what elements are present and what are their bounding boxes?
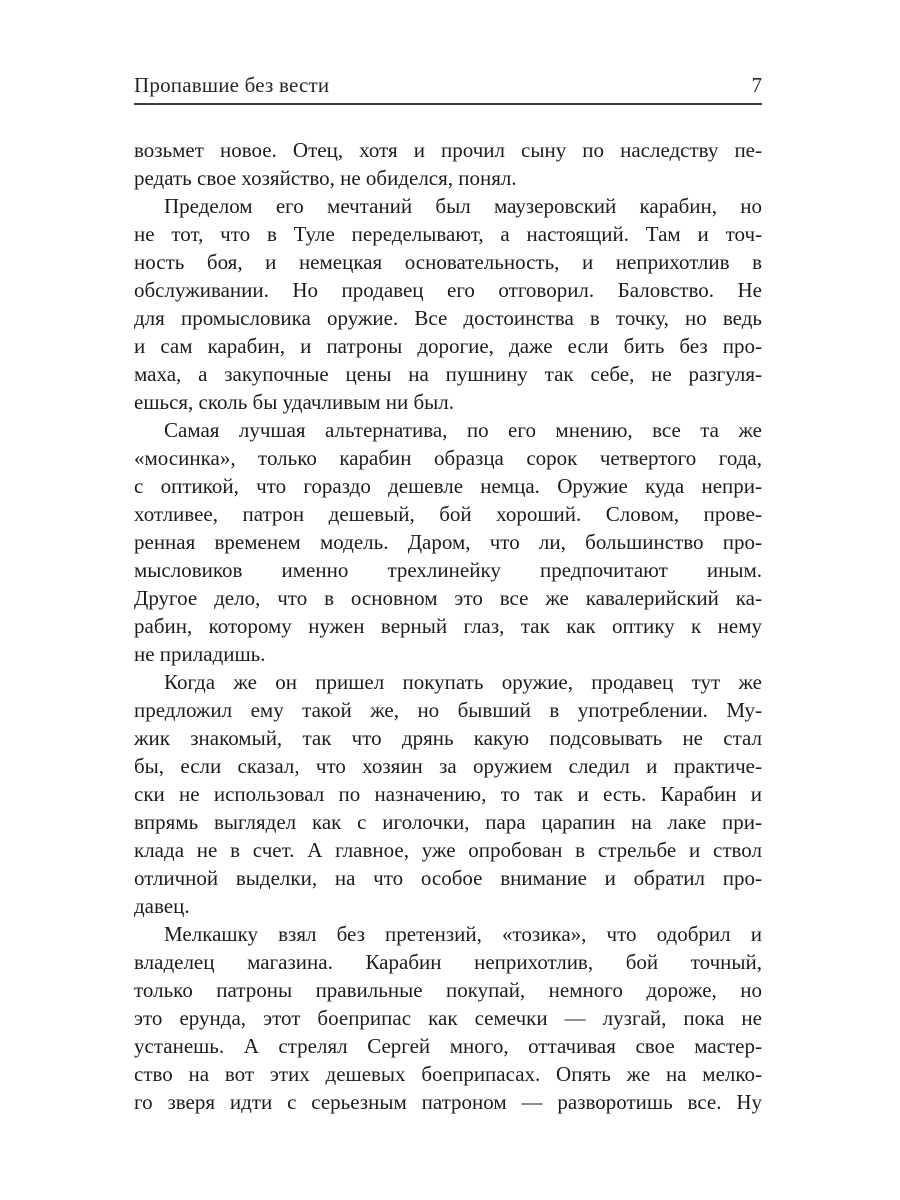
page-body <box>134 136 762 1116</box>
text-line: Пределом его мечтаний был маузеровский карабин, но <box>164 194 762 218</box>
text-line: с оптикой, что гораздо дешевле немца. Оружие куда непри- <box>134 474 762 498</box>
text-line: редать свое хозяйство, не обиделся, понял. <box>134 166 517 190</box>
text-line: не приладишь. <box>134 642 266 666</box>
text-line: Другое дело, что в основном это все же кавалерийский ка- <box>134 586 762 610</box>
text-line: клада не в счет. А главное, уже опробован в стрельбе и ствол <box>134 838 762 862</box>
header-rule <box>134 103 762 105</box>
text-line: возьмет новое. Отец, хотя и прочил сыну по наследству пе- <box>134 138 762 162</box>
text-line: впрямь выглядел как с иголочки, пара царапин на лаке при- <box>134 810 762 834</box>
paragraph <box>134 192 762 416</box>
text-line: маха, а закупочные цены на пушнину так себе, не разгуля- <box>134 362 762 386</box>
text-line: не тот, что в Туле переделывают, а настоящий. Там и точ- <box>134 222 762 246</box>
text-line: и сам карабин, и патроны дорогие, даже если бить без про- <box>134 334 762 358</box>
paragraph <box>134 136 762 192</box>
text-line: хотливее, патрон дешевый, бой хороший. Словом, прове- <box>134 502 762 526</box>
page-number: 7 <box>751 73 762 97</box>
text-line: владелец магазина. Карабин неприхотлив, бой точный, <box>134 950 762 974</box>
text-line: Мелкашку взял без претензий, «тозика», что одобрил и <box>164 922 762 946</box>
text-line: для промысловика оружие. Все достоинства в точку, но ведь <box>134 306 762 330</box>
text-line: Когда же он пришел покупать оружие, продавец тут же <box>164 670 762 694</box>
paragraph <box>134 416 762 668</box>
text-line: отличной выделки, на что особое внимание и обратил про- <box>134 866 762 890</box>
text-line: только патроны правильные покупай, немного дороже, но <box>134 978 762 1002</box>
text-line: ность боя, и немецкая основательность, и неприхотлив в <box>134 250 762 274</box>
page-content <box>134 0 762 1116</box>
text-line: Самая лучшая альтернатива, по его мнению, все та же <box>164 418 762 442</box>
text-line: ски не использовал по назначению, то так и есть. Карабин и <box>134 782 762 806</box>
text-line: ренная временем модель. Даром, что ли, большинство про- <box>134 530 762 554</box>
text-line: это ерунда, этот боеприпас как семечки — лузгай, пока не <box>134 1006 762 1030</box>
text-line: давец. <box>134 894 190 918</box>
text-line: жик знакомый, так что дрянь какую подсовывать не стал <box>134 726 762 750</box>
running-head-title: Пропавшие без вести <box>134 73 330 97</box>
text-line: устанешь. А стрелял Сергей много, оттачивая свое мастер- <box>134 1034 762 1058</box>
text-line: «мосинка», только карабин образца сорок четвертого года, <box>134 446 762 470</box>
text-line: ешься, сколь бы удачливым ни был. <box>134 390 455 414</box>
text-line: рабин, которому нужен верный глаз, так как оптику к нему <box>134 614 762 638</box>
text-line: го зверя идти с серьезным патроном — разворотишь все. Ну <box>134 1090 762 1114</box>
text-line: предложил ему такой же, но бывший в употреблении. Му- <box>134 698 762 722</box>
text-line: бы, если сказал, что хозяин за оружием следил и практиче- <box>134 754 762 778</box>
paragraph <box>134 668 762 920</box>
paragraph <box>134 920 762 1116</box>
text-line: мысловиков именно трехлинейку предпочитают иным. <box>134 558 762 582</box>
running-head <box>134 72 762 98</box>
text-line: обслуживании. Но продавец его отговорил. Баловство. Не <box>134 278 762 302</box>
text-line: ство на вот этих дешевых боеприпасах. Опять же на мелко- <box>134 1062 762 1086</box>
